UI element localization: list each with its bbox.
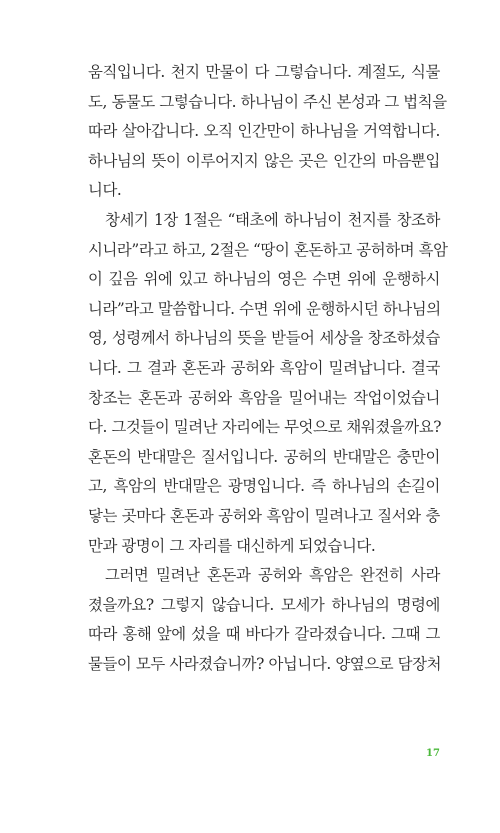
text-line: 고, 흑암의 반대말은 광명입니다. 즉 하나님의 손길이 (88, 477, 440, 496)
text-line: 혼돈의 반대말은 질서입니다. 공허의 반대말은 충만이 (88, 447, 440, 466)
text-line: 창세기 1장 1절은 “태초에 하나님이 천지를 창조하 (105, 210, 440, 229)
text-line: 만과 광명이 그 자리를 대신하게 되었습니다. (88, 536, 376, 555)
text-line: 니라”라고 말씀합니다. 수면 위에 운행하시던 하나님의 (88, 299, 441, 318)
text-line: 움직입니다. 천지 만물이 다 그렇습니다. 계절도, 식물 (88, 63, 440, 81)
text-line: 따라 홍해 앞에 섰을 때 바다가 갈라졌습니다. 그때 그 (88, 625, 440, 644)
text-line: 졌을까요? 그렇지 않습니다. 모세가 하나님의 명령에 (88, 595, 440, 614)
text-line: 하나님의 뜻이 이루어지지 않은 곳은 인간의 마음뿐입 (88, 151, 440, 170)
text-line: 창조는 혼돈과 공허와 흑암을 밀어내는 작업이었습니 (88, 388, 440, 407)
text-line: 다. 그것들이 밀려난 자리에는 무엇으로 채워졌을까요? (88, 418, 442, 437)
text-line: 그러면 밀려난 혼돈과 공허와 흑암은 완전히 사라 (105, 566, 440, 585)
text-line: 니다. (88, 181, 122, 200)
text-line: 시니라”라고 하고, 2절은 “땅이 혼돈하고 공허하며 흑암 (88, 240, 448, 259)
text-line: 이 깊음 위에 있고 하나님의 영은 수면 위에 운행하시 (88, 270, 440, 289)
text-line: 니다. 그 결과 혼돈과 공허와 흑암이 밀려납니다. 결국 (88, 358, 440, 377)
text-line: 물들이 모두 사라졌습니까? 아닙니다. 양옆으로 담장처 (88, 654, 442, 673)
text-line: 따라 살아갑니다. 오직 인간만이 하나님을 거역합니다. (88, 122, 440, 141)
text-line: 닿는 곳마다 혼돈과 공허와 흑암이 밀려나고 질서와 충 (88, 506, 440, 525)
body-text (88, 58, 448, 679)
page-number: 17 (426, 748, 440, 759)
text-line: 도, 동물도 그렇습니다. 하나님이 주신 본성과 그 법칙을 (88, 92, 447, 111)
text-line: 영, 성령께서 하나님의 뜻을 받들어 세상을 창조하셨습 (88, 329, 440, 348)
